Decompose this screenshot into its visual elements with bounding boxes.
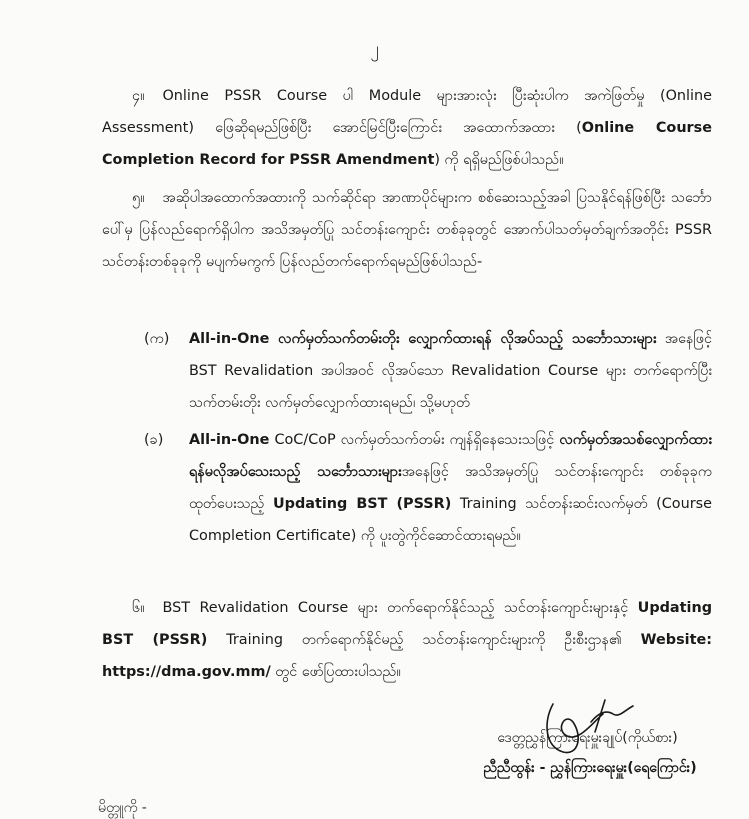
sub-item-text: အနေဖြင့် BST Revalidation အပါအဝင် လိုအပ်သော Revalidation Course များ တက်ရောက်ပြီး သက်တမ်းတိုး လက်မှတ်လျှောက်ထားရမည်၊ သို့မဟုတ် (189, 331, 712, 411)
paragraph-4 (102, 80, 712, 176)
copy-to-label: မိတ္တူကို - (98, 800, 147, 816)
bold-phrase: All-in-One လက်မှတ်သက်တမ်းတိုး လျှောက်ထားရန် လိုအပ်သည့် သင်္ဘောသားများ (189, 331, 657, 347)
sub-item-text: အနေဖြင့် အသိအမှတ်ပြု သင်တန်းကျောင်း တစ်ခုခုက ထုတ်ပေးသည့် (189, 464, 713, 512)
paragraph-number: ၄။ (132, 88, 145, 104)
bold-phrase: Online Course Completion Record for PSSR Amendment (102, 120, 712, 168)
bold-phrase: Updating BST (PSSR) (102, 600, 712, 648)
bold-phrase: Updating BST (PSSR) (272, 496, 452, 512)
paragraph-text: တွင် ဖော်ပြထားပါသည်။ (270, 664, 401, 680)
paragraph-text: ) ကို ရရှိမည်ဖြစ်ပါသည်။ (434, 152, 564, 168)
bold-phrase: လက်မှတ်အသစ်လျှောက်ထားရန်မလိုအပ်သေးသည့် သင်္ဘောသားများ (189, 432, 712, 480)
signatory-name: ညီညီထွန်း - ညွှန်ကြားရေးမှူး(ရေကြောင်း) (483, 760, 697, 776)
sub-item-marker: (က) (144, 331, 170, 347)
page-number: ၂ (370, 39, 379, 59)
paragraph-number: ၆။ (132, 600, 145, 616)
sub-item-marker: (ခ) (144, 432, 164, 448)
handwritten-signature (533, 692, 643, 762)
paragraph-text: BST Revalidation Course များ တက်ရောက်နိုင်သည့် သင်တန်းကျောင်းများနှင့် (162, 600, 638, 616)
paragraph-6 (102, 592, 712, 688)
sub-item-body (189, 323, 712, 419)
bold-phrase: All-in-One (189, 432, 270, 448)
sub-item-body (189, 424, 712, 552)
paragraph-text: အဆိုပါအထောက်အထားကို သက်ဆိုင်ရာ အာဏာပိုင်များက စစ်ဆေးသည့်အခါ ပြသနိုင်ရန်ဖြစ်ပြီး သင်္ဘောပေါ်မှ ပြန်လည်ရောက်ရှိပါက အသိအမှတ်ပြု သင်တန်းကျောင်း တစ်ခုခုတွင် အောက်ပါသတ်မှတ်ချက်အတိုင်း PSSR သင်တန်းတစ်ခုခုကို မပျက်မကွက် ပြန်လည်တက်ရောက်ရမည်ဖြစ်ပါသည်- (102, 190, 712, 270)
sub-item-text: CoC/CoP လက်မှတ်သက်တမ်း ကျန်ရှိနေသေးသဖြင့် (269, 432, 560, 448)
paragraph-text: Online PSSR Course ပါ Module များအားလုံး ပြီးဆုံးပါက အကဲဖြတ်မှု (Online Assessment) ဖြေဆိုရမည်ဖြစ်ပြီး အောင်မြင်ပြီးကြောင်း အထောက်အထား ( (102, 88, 712, 136)
signatory-title: ဒေတ္တညွှန်ကြားရေးမှူးချုပ်(ကိုယ်စား) (497, 730, 678, 746)
sub-item-text: Training သင်တန်းဆင်းလက်မှတ် (Course Completion Certificate) ကို ပူးတွဲကိုင်ဆောင်ထားရမည်။ (189, 496, 713, 544)
website-link[interactable]: Website: https://dma.gov.mm/ (102, 632, 712, 680)
paragraph-number: ၅။ (132, 190, 145, 206)
paragraph-text: Training တက်ရောက်နိုင်မည့် သင်တန်းကျောင်းများကို ဦးစီးဌာန၏ (207, 632, 641, 648)
paragraph-5 (102, 182, 712, 278)
